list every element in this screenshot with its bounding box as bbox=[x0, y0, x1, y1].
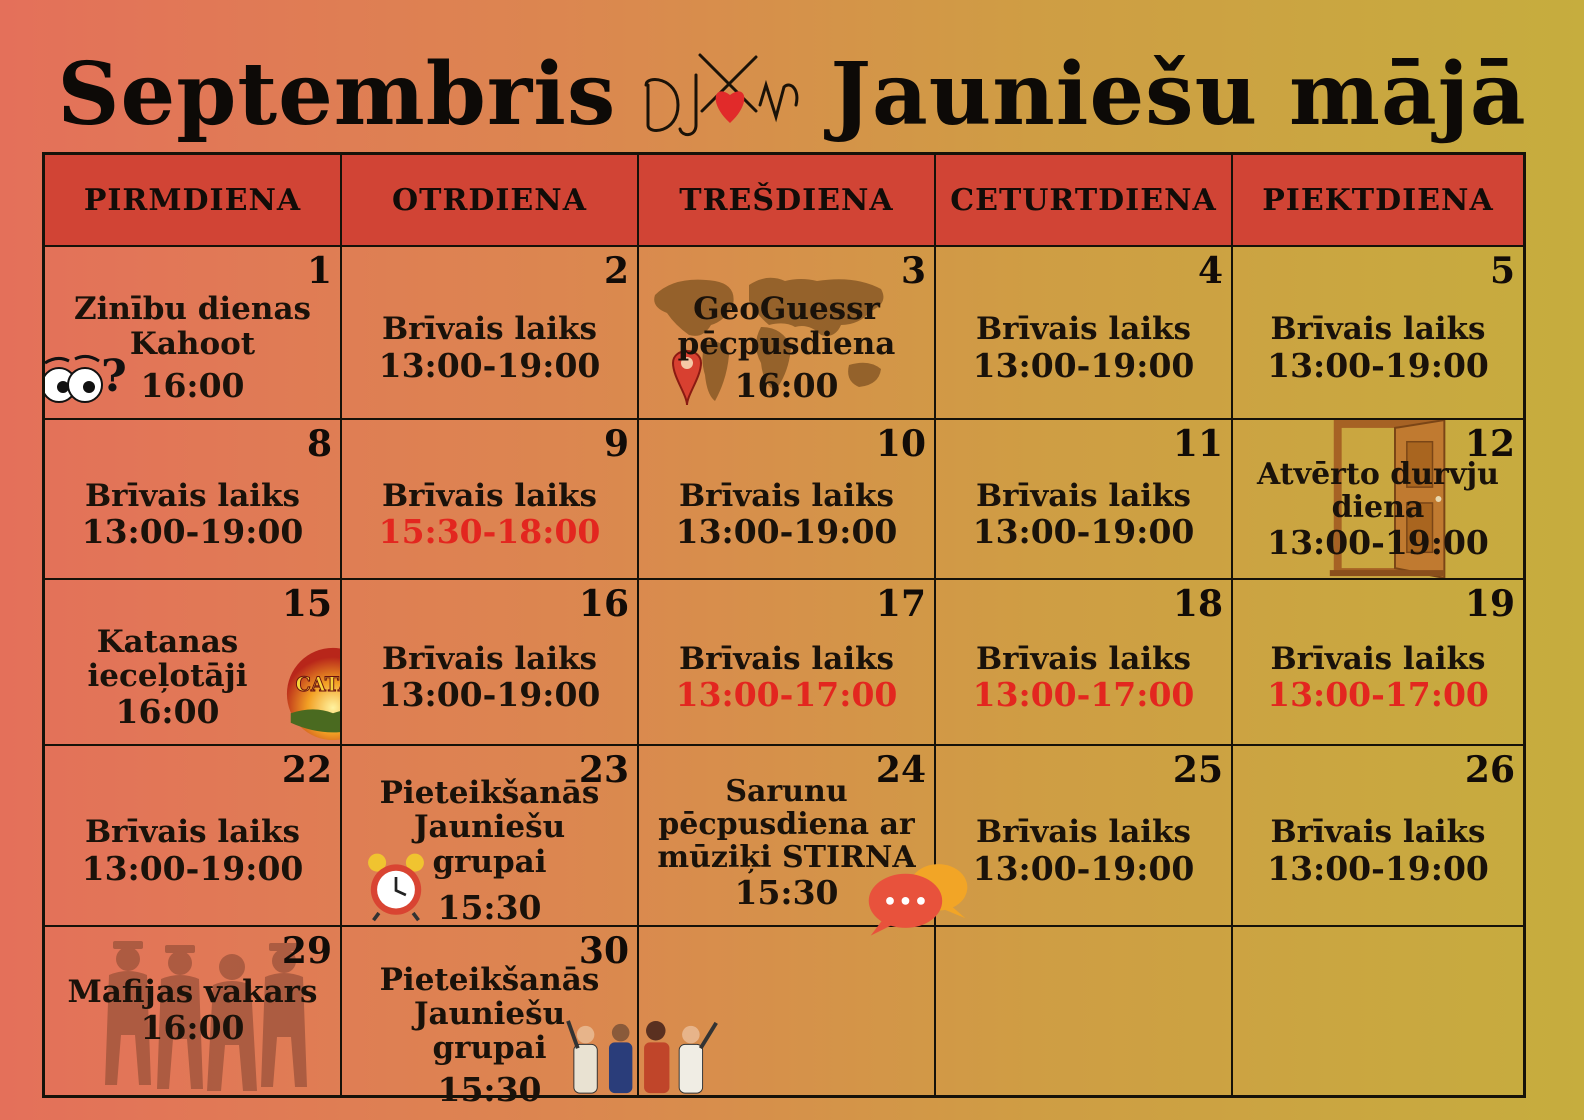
title-month: Septembris bbox=[57, 44, 617, 145]
event-time: 13:00-19:00 bbox=[81, 512, 304, 552]
day-cell bbox=[936, 746, 1233, 927]
day-cell bbox=[639, 580, 936, 746]
day-header: TREŠDIENA bbox=[639, 155, 936, 247]
day-cell bbox=[342, 927, 639, 1110]
event-time: 16:00 bbox=[115, 692, 220, 732]
day-cell bbox=[936, 580, 1233, 746]
svg-text:DJM: DJM bbox=[712, 131, 735, 142]
title-place: Jauniešu mājā bbox=[830, 44, 1527, 145]
day-cell bbox=[1233, 420, 1523, 580]
day-cell bbox=[342, 580, 639, 746]
event-time: 13:00-19:00 bbox=[1267, 345, 1489, 385]
day-number: 3 bbox=[900, 250, 926, 292]
event-time: 16:00 bbox=[140, 365, 245, 405]
event-name: Brīvais laiks bbox=[1270, 311, 1486, 348]
day-header: PIRMDIENA bbox=[45, 155, 342, 247]
event-time: 16:00 bbox=[140, 1008, 245, 1048]
day-number: 19 bbox=[1464, 583, 1515, 625]
event-time: 13:00-17:00 bbox=[675, 675, 898, 715]
event-name: Pieteikšanās Jauniešu grupai bbox=[379, 962, 600, 1067]
day-cell bbox=[936, 247, 1233, 420]
event-name: Brīvais laiks bbox=[975, 477, 1191, 514]
day-number: 18 bbox=[1172, 583, 1223, 625]
day-cell bbox=[45, 746, 342, 927]
day-number: 4 bbox=[1197, 250, 1223, 292]
event-name: Brīvais laiks bbox=[84, 814, 300, 851]
event-name: GeoGuessr pēcpusdiena bbox=[677, 291, 896, 362]
event-time: 15:30 bbox=[437, 887, 542, 927]
day-cell bbox=[1233, 746, 1523, 927]
event-time: 13:00-19:00 bbox=[675, 512, 898, 552]
day-cell bbox=[639, 420, 936, 580]
speech-bubbles-icon bbox=[861, 858, 977, 936]
event-time: 13:00-19:00 bbox=[378, 675, 601, 715]
day-number: 22 bbox=[281, 749, 332, 791]
page-title bbox=[0, 40, 1584, 150]
event-name: Pieteikšanās Jauniešu grupai bbox=[379, 775, 600, 880]
event-time: 16:00 bbox=[734, 365, 839, 405]
day-cell bbox=[1233, 927, 1523, 1095]
day-cell bbox=[45, 927, 342, 1095]
djm-heart-logo-icon bbox=[638, 45, 808, 145]
day-cell bbox=[342, 746, 639, 927]
event-name: Brīvais laiks bbox=[678, 477, 894, 514]
svg-text:CATAN: CATAN bbox=[295, 673, 371, 697]
event-time: 13:00-19:00 bbox=[1267, 848, 1489, 888]
event-time: 15:30 bbox=[734, 873, 839, 913]
day-cell bbox=[1233, 247, 1523, 420]
day-cell bbox=[936, 927, 1233, 1095]
event-name: Brīvais laiks bbox=[1270, 640, 1486, 677]
day-number: 10 bbox=[875, 423, 926, 465]
day-number: 2 bbox=[603, 250, 629, 292]
day-number: 25 bbox=[1172, 749, 1223, 791]
day-number: 17 bbox=[875, 583, 926, 625]
event-name: Atvērto durvju diena bbox=[1257, 457, 1499, 526]
day-header: OTRDIENA bbox=[342, 155, 639, 247]
event-name: Brīvais laiks bbox=[975, 311, 1191, 348]
day-number: 5 bbox=[1489, 250, 1515, 292]
event-name: Brīvais laiks bbox=[975, 640, 1191, 677]
svg-text:?: ? bbox=[101, 351, 127, 402]
event-name: Brīvais laiks bbox=[1270, 814, 1486, 851]
event-name: Mafijas vakars bbox=[67, 974, 318, 1010]
event-name: Brīvais laiks bbox=[381, 640, 597, 677]
catan-logo-icon bbox=[285, 646, 371, 742]
event-time: 13:00-17:00 bbox=[1267, 675, 1489, 715]
event-name: Brīvais laiks bbox=[84, 477, 300, 514]
event-name: Sarunu pēcpusdiena ar mūziķi STIRNA bbox=[657, 774, 916, 876]
event-time: 13:00-19:00 bbox=[81, 848, 304, 888]
youth-group-icon bbox=[562, 1019, 732, 1097]
event-time: 13:00-19:00 bbox=[1267, 523, 1489, 563]
day-number: 16 bbox=[578, 583, 629, 625]
day-cell bbox=[639, 746, 936, 927]
event-name: Katanas ieceļotāji bbox=[87, 623, 248, 695]
day-cell bbox=[936, 420, 1233, 580]
day-number: 24 bbox=[875, 749, 926, 791]
event-name: Brīvais laiks bbox=[381, 477, 597, 514]
day-number: 15 bbox=[281, 583, 332, 625]
event-time: 13:00-19:00 bbox=[972, 512, 1195, 552]
day-header: PIEKTDIENA bbox=[1233, 155, 1523, 247]
day-cell bbox=[639, 247, 936, 420]
event-name: Brīvais laiks bbox=[381, 311, 597, 348]
calendar-grid bbox=[42, 152, 1526, 1110]
day-cell bbox=[342, 247, 639, 420]
event-name: Brīvais laiks bbox=[975, 814, 1191, 851]
event-name: Zinību dienas Kahoot bbox=[74, 291, 311, 362]
event-time: 13:00-19:00 bbox=[378, 345, 601, 385]
day-header: CETURTDIENA bbox=[936, 155, 1233, 247]
day-number: 9 bbox=[603, 423, 629, 465]
event-time: 13:00-19:00 bbox=[972, 848, 1195, 888]
day-number: 12 bbox=[1464, 423, 1515, 465]
event-time: 15:30-18:00 bbox=[378, 512, 601, 552]
day-number: 1 bbox=[306, 250, 332, 292]
day-cell bbox=[45, 247, 342, 420]
day-number: 11 bbox=[1172, 423, 1223, 465]
event-time: 13:00-19:00 bbox=[972, 345, 1195, 385]
day-cell bbox=[45, 420, 342, 580]
event-name: Brīvais laiks bbox=[678, 640, 894, 677]
day-cell bbox=[342, 420, 639, 580]
event-time: 15:30 bbox=[437, 1070, 542, 1110]
day-cell bbox=[1233, 580, 1523, 746]
day-number: 8 bbox=[306, 423, 332, 465]
day-cell bbox=[45, 580, 371, 746]
day-number: 23 bbox=[578, 749, 629, 791]
day-number: 30 bbox=[578, 930, 629, 972]
day-number: 26 bbox=[1464, 749, 1515, 791]
day-number: 29 bbox=[281, 930, 332, 972]
event-time: 13:00-17:00 bbox=[972, 675, 1195, 715]
